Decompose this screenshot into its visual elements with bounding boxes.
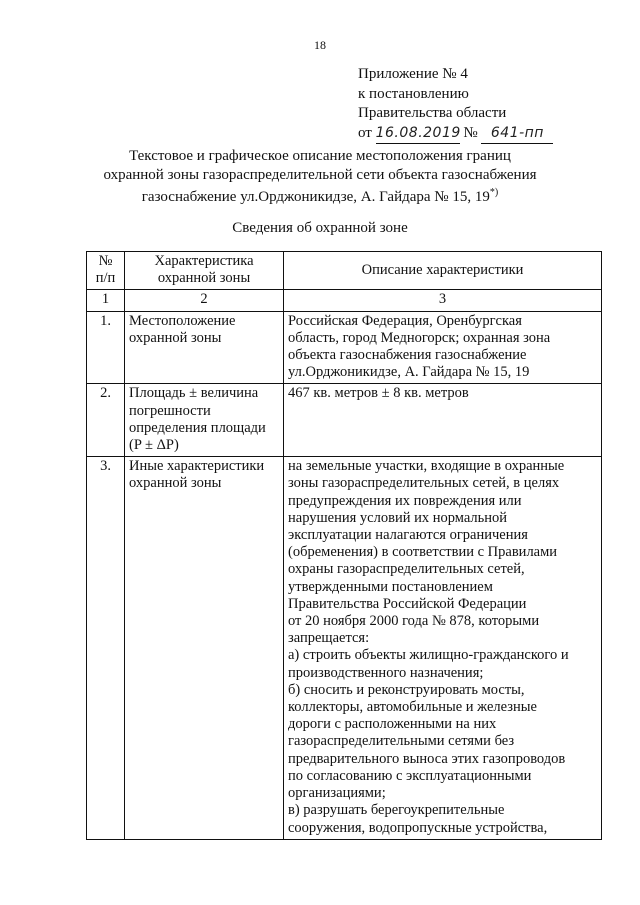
table-header-row [87, 252, 602, 290]
row-number: 1. [87, 311, 125, 384]
table-index-row [87, 290, 602, 311]
appendix-line-2: к постановлению [358, 85, 469, 102]
header-num: № п/п [87, 252, 125, 290]
description-line: а) строить объекты жилищно-гражданского и [288, 647, 569, 664]
description-line: в) разрушать берегоукрепительные [288, 802, 505, 819]
description-line: нарушения условий их нормальной [288, 509, 508, 526]
description-line: зоны газораспределительных сетей, в целях [288, 475, 560, 492]
title-line-1: Текстовое и графическое описание местоположения границ [129, 148, 511, 164]
description-line: производственного назначения; [288, 664, 484, 681]
row-number: 3. [87, 457, 125, 839]
description-line: утвержденными постановлением [288, 578, 493, 595]
row-characteristic: Иные характеристики охранной зоны [125, 457, 284, 839]
description-line: объекта газоснабжения газоснабжение [288, 347, 527, 364]
description-line: область, город Медногорск; охранная зона [288, 329, 551, 346]
appendix-block [358, 65, 553, 144]
description-line: газораспределительными сетями без [288, 733, 515, 750]
table-row [87, 384, 602, 457]
row-description [284, 384, 602, 457]
description-line: дороги с расположенными на них [288, 716, 497, 733]
description-line: 467 кв. метров ± 8 кв. метров [288, 385, 469, 402]
description-line: б) сносить и реконструировать мосты, [288, 681, 525, 698]
section-subtitle: Сведения об охранной зоне [232, 220, 408, 236]
description-line: предварительного выноса этих газопроводов [288, 750, 566, 767]
description-line: сооружения, водопропускные устройства, [288, 819, 548, 836]
page-number: 18 [314, 38, 326, 52]
description-line: эксплуатации налагаются ограничения [288, 527, 528, 544]
from-prefix: от [358, 124, 372, 141]
protection-zone-table [86, 251, 602, 840]
description-line: Российская Федерация, Оренбургская [288, 312, 522, 329]
header-description: Описание характеристики [284, 252, 602, 290]
footnote-mark: *) [489, 187, 499, 198]
description-line: коллекторы, автомобильные и железные [288, 699, 537, 716]
description-line: запрещается: [288, 630, 370, 647]
index-cell: 2 [125, 290, 284, 311]
appendix-date-line [358, 124, 553, 145]
row-characteristic: Площадь ± величина погрешности определения площади (P ± ΔP) [125, 384, 284, 457]
appendix-line-3: Правительства области [358, 105, 507, 121]
description-line: Правительства Российской Федерации [288, 595, 527, 612]
index-cell: 3 [284, 290, 602, 311]
description-line: на земельные участки, входящие в охранные [288, 458, 565, 475]
description-line: организациями; [288, 785, 386, 802]
description-line: от 20 ноября 2000 года № 878, которыми [288, 613, 540, 630]
description-line: ул.Орджоникидзе, А. Гайдара № 15, 19 [288, 364, 530, 381]
number-prefix: № [463, 124, 478, 141]
description-line: предупреждения их повреждения или [288, 492, 522, 509]
handwritten-number: 641-пп [481, 124, 553, 145]
appendix-line-1: Приложение № 4 [358, 66, 468, 82]
description-line: по согласованию с эксплуатационными [288, 767, 532, 784]
index-cell: 1 [87, 290, 125, 311]
description-line: охраны газораспределительных сетей, [288, 561, 525, 578]
row-description [284, 457, 602, 839]
header-characteristic: Характеристика охранной зоны [125, 252, 284, 290]
handwritten-date: 16.08.2019 [376, 124, 460, 145]
table-row [87, 457, 602, 839]
table-row [87, 311, 602, 384]
title-line-2: охранной зоны газораспределительной сети объекта газоснабжения [103, 166, 537, 183]
description-line: (обременения) в соответствии с Правилами [288, 544, 558, 561]
row-description [284, 311, 602, 384]
title-line-3: газоснабжение ул.Орджоникидзе, А. Гайдара № 15, 19*) [141, 187, 499, 205]
row-characteristic: Местоположение охранной зоны [125, 311, 284, 384]
row-number: 2. [87, 384, 125, 457]
document-title [60, 147, 580, 207]
